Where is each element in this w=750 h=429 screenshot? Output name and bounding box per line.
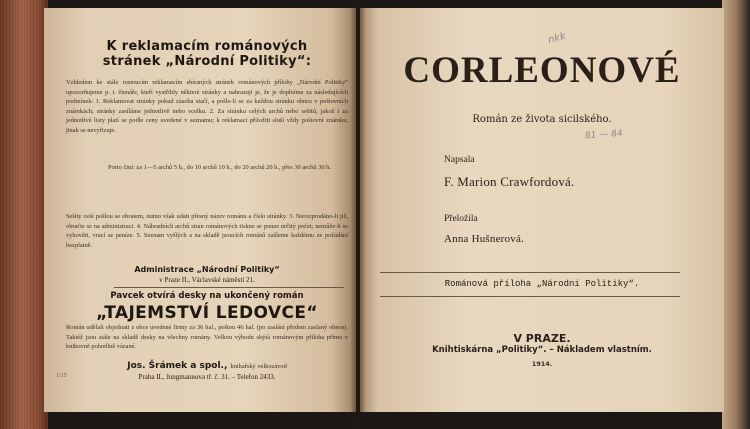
pencil-note-side: 81 — 84 — [584, 128, 623, 142]
book-edge-right — [722, 0, 750, 429]
publication-city: V PRAZE. — [513, 332, 571, 345]
left-page — [44, 8, 356, 412]
ad2-title: „TAJEMSTVÍ LEDOVCE“ — [96, 303, 318, 323]
pencil-note-top: nkk — [546, 30, 567, 47]
ad-paragraph-2: Porto činí: za 1—5 archů 5 h., do 10 archů 10 h., do 20 archů 20 h., přes 30 archů 30 h. — [108, 164, 331, 171]
ad-paragraph-3: Sešity celé pošlou se obratem, nutno však udati přesný název románu a číslo stránky. 3. Nerozprodáno-li již, obraťte se na administraci. 4. Náhradních archů stran románových tiskne se pouze určitý počet; nemůže-li se vyhověti, vrací se peníze. 5. Seznam vyšlých a na skladě jsoucích románů zašleme každému ze požádání bezplatně. — [66, 213, 348, 249]
book-title: CORLEONOVÉ — [403, 50, 681, 91]
seller-name — [66, 361, 348, 372]
ad-paragraph-1: Vzhledem ke stále rostoucím reklamacím sbíraných stránek románových přílohy „Národní Politiky“ upozorňujeme p. t. čtenáře, kteří vystřihly některé stránky a nahrazují je, že je doplníme za následujících podmínek: 1. Reklamovat stránky pokud zásoba stačí, a pošle-li se za každou stránku obnos v poštovních známkách; stránky zasíláme jednotlivě nebo vcelku. 2. Za stránku celých archů nebo sešitů, jakož i za jednotlivé listy platí se podle ceny uvedené v seznamu; k reklamaci přiložiti sluší vždy poštovní známku, jinak se nevyřizuje. — [66, 79, 348, 134]
right-page — [360, 8, 724, 412]
administration-address: v Praze II., Václavské náměstí 21. — [159, 276, 255, 284]
translator-role: Přeložila — [444, 214, 478, 224]
book-gutter — [350, 0, 366, 429]
supplement-label: Románová příloha „Národní Politiky“. — [444, 279, 640, 289]
seller-address: Praha II., Jungmannova tř. č. 31. – Telefon 2433. — [138, 373, 276, 381]
ad2-header: Pavcek otvírá desky na ukončený román — [110, 291, 304, 301]
author-role: Napsala — [444, 155, 475, 165]
book-edge-left — [0, 0, 48, 429]
book-subtitle: Román ze života sicilského. — [472, 114, 612, 125]
printer-line: Knihtiskárna „Politiky“. – Nákladem vlastním. — [432, 345, 652, 355]
ad-title-line1: K reklamacím románových — [106, 39, 308, 54]
author-name: F. Marion Crawfordová. — [444, 174, 575, 189]
supplement-rule-bottom — [380, 296, 680, 297]
publication-year: 1914. — [531, 360, 553, 368]
seller-name-text: Jos. Šrámek a spol., — [127, 361, 228, 371]
administration-name: Administrace „Národní Politiky“ — [134, 265, 280, 274]
translator-name: Anna Hušnerová. — [444, 233, 524, 245]
ad-title-line2: stránek „Národní Politiky“: — [102, 54, 312, 69]
supplement-rule-top — [380, 272, 680, 273]
seller-sub: knihařský velkozávod — [230, 363, 287, 370]
divider-rule — [114, 287, 344, 288]
page-mark: 1/15 — [56, 373, 67, 379]
ad2-text: Román udělali objednati z obce uvedené firmy za 36 hal., poštou 46 hal. (po zaslání předem zaslaný obnos). Taktéž jsou stále na skladě desky na všechny romány. Velkou výhodu skýtá románovým příloha přímo v knihovně pohodlně vázané. — [66, 324, 348, 350]
